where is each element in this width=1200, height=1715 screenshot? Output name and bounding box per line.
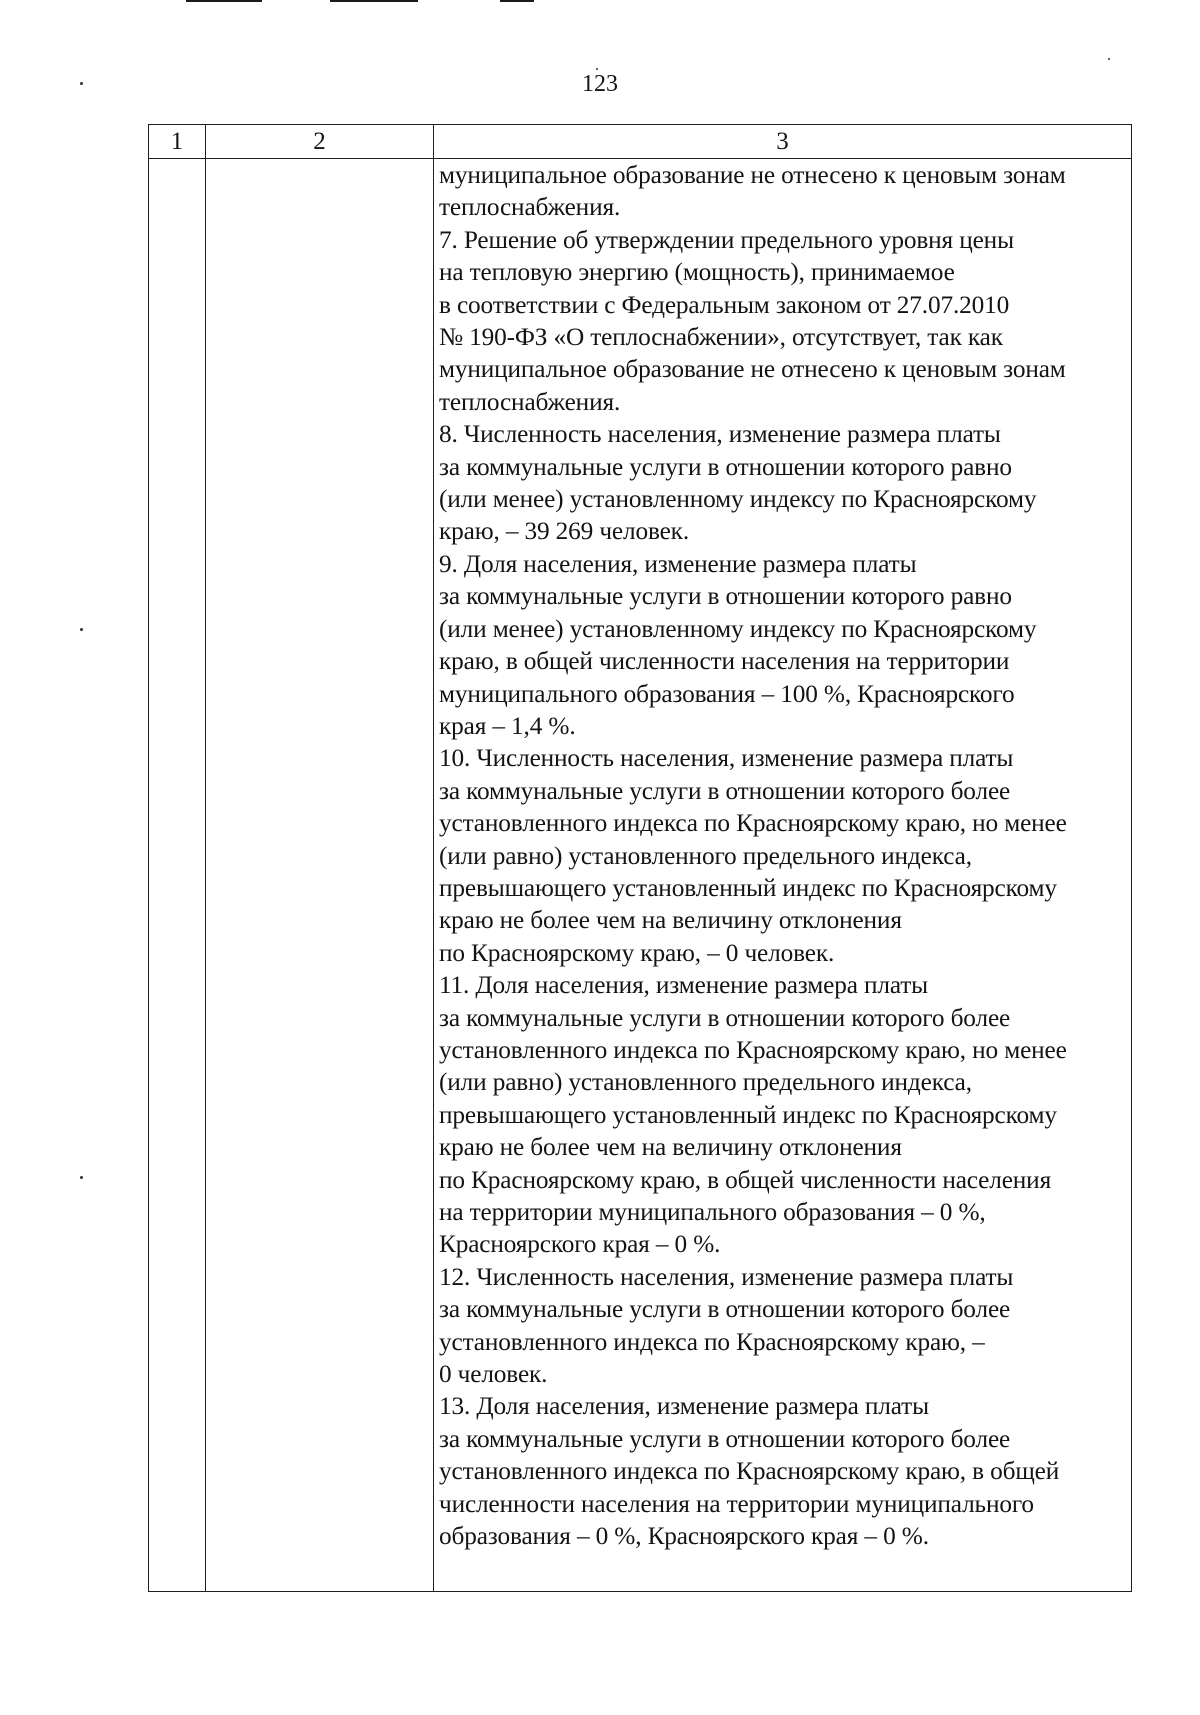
content-line: за коммунальные услуги в отношении которого более xyxy=(439,1424,1011,1453)
content-line: теплоснабжения. xyxy=(439,387,621,416)
content-line: краю, в общей численности населения на территории xyxy=(439,647,1010,676)
column-header-3: 3 xyxy=(434,125,1132,159)
content-line: на тепловую энергию (мощность), принимаемое xyxy=(439,258,955,287)
document-table xyxy=(148,124,1132,1592)
content-line: 7. Решение об утверждении предельного уровня цены xyxy=(439,225,1014,254)
content-line: 12. Численность населения, изменение размера платы xyxy=(439,1262,1014,1291)
content-line: образования – 0 %, Красноярского края – 0 %. xyxy=(439,1522,929,1551)
content-line: установленного индекса по Красноярскому краю, – xyxy=(439,1327,985,1356)
content-line: по Красноярскому краю, – 0 человек. xyxy=(439,938,835,967)
content-line: (или равно) установленного предельного индекса, xyxy=(439,841,972,870)
content-line: теплоснабжения. xyxy=(439,193,621,222)
content-line: муниципального образования – 100 %, Красноярского xyxy=(439,679,1015,708)
scan-speck xyxy=(1108,58,1110,60)
content-line: 8. Численность населения, изменение размера платы xyxy=(439,420,1001,449)
content-line: установленного индекса по Красноярскому краю, в общей xyxy=(439,1457,1060,1486)
scan-speck xyxy=(80,1176,83,1179)
content-line: краю, – 39 269 человек. xyxy=(439,517,689,546)
content-line: за коммунальные услуги в отношении которого более xyxy=(439,1295,1011,1324)
content-line: 13. Доля населения, изменение размера платы xyxy=(439,1392,929,1421)
content-line: краю не более чем на величину отклонения xyxy=(439,906,902,935)
content-line: 0 человек. xyxy=(439,1360,548,1389)
content-line: Красноярского края – 0 %. xyxy=(439,1230,721,1259)
content-line: 11. Доля населения, изменение размера платы xyxy=(439,971,928,1000)
content-line: № 190-ФЗ «О теплоснабжении», отсутствует, так как xyxy=(439,323,1003,352)
table-row xyxy=(149,159,1132,1592)
content-line: за коммунальные услуги в отношении которого равно xyxy=(439,452,1012,481)
scan-speck xyxy=(80,628,83,631)
scan-edge-mark xyxy=(186,0,262,2)
cell-column-1 xyxy=(149,159,206,1592)
content-line: (или менее) установленному индексу по Красноярскому xyxy=(439,614,1037,643)
content-line: муниципальное образование не отнесено к ценовым зонам xyxy=(439,355,1066,384)
content-line: 9. Доля населения, изменение размера платы xyxy=(439,549,917,578)
column-header-2: 2 xyxy=(206,125,434,159)
cell-column-3 xyxy=(434,159,1132,1592)
content-line: в соответствии с Федеральным законом от 27.07.2010 xyxy=(439,290,1010,319)
page-number: 123 xyxy=(582,71,618,97)
content-line: численности населения на территории муниципального xyxy=(439,1489,1034,1518)
column-header-1: 1 xyxy=(149,125,206,159)
content-line: установленного индекса по Красноярскому краю, но менее xyxy=(439,809,1067,838)
content-line: на территории муниципального образования – 0 %, xyxy=(439,1198,986,1226)
content-line: за коммунальные услуги в отношении которого более xyxy=(439,1003,1011,1032)
scan-edge-mark xyxy=(500,0,534,2)
content-line: за коммунальные услуги в отношении которого более xyxy=(439,776,1011,805)
content-text-block xyxy=(439,159,1127,1552)
content-line: муниципальное образование не отнесено к ценовым зонам xyxy=(439,161,1066,189)
cell-column-2 xyxy=(206,159,434,1592)
table-header-row xyxy=(149,125,1132,159)
content-line: краю не более чем на величину отклонения xyxy=(439,1133,902,1162)
content-line: (или менее) установленному индексу по Красноярскому xyxy=(439,485,1037,514)
content-line: превышающего установленный индекс по Красноярскому xyxy=(439,873,1057,902)
scan-edge-mark xyxy=(330,0,418,2)
content-line: 10. Численность населения, изменение размера платы xyxy=(439,744,1014,773)
content-line: по Красноярскому краю, в общей численности населения xyxy=(439,1165,1052,1194)
content-line: установленного индекса по Красноярскому краю, но менее xyxy=(439,1035,1067,1064)
content-line: (или равно) установленного предельного индекса, xyxy=(439,1068,972,1097)
content-line: превышающего установленный индекс по Красноярскому xyxy=(439,1100,1057,1129)
content-line: края – 1,4 %. xyxy=(439,711,576,740)
content-line: за коммунальные услуги в отношении которого равно xyxy=(439,582,1012,611)
